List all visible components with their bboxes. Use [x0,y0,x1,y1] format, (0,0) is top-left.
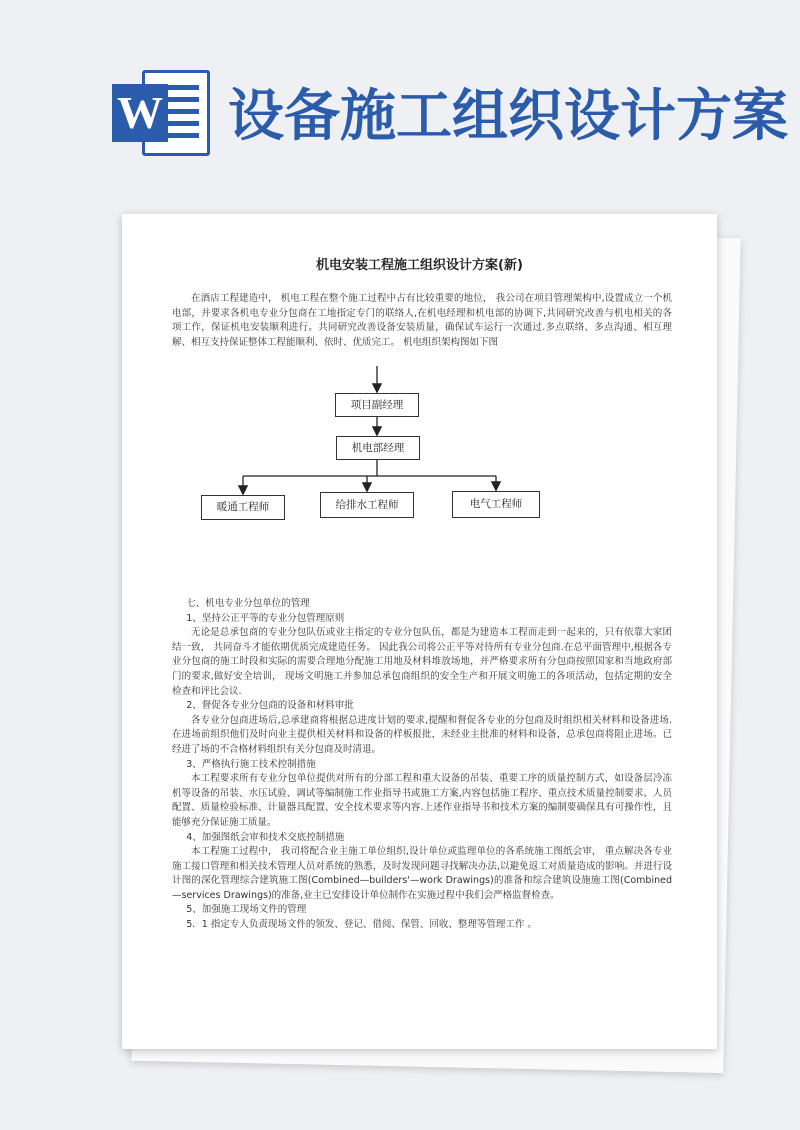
intro-paragraph: 在酒店工程建造中， 机电工程在整个施工过程中占有比较重要的地位， 我公司在项目管理架构中,设置成立一个机电部，并要求各机电专业分包商在工地指定专门的联络人,在机电经理和机电部的协调下,共同研究改善与机电相关的各项工作，保证机电安装顺利进行。共同研究改善设备安装质量，确保试车运行一次通过.多点联络、多点沟通、相互理解、相互支持保证整体工程能顺利、依时、优质完工。 机电组织架构图如下图 [172,293,672,348]
word-icon-badge: W [112,84,168,142]
section-paragraph: 各专业分包商进场后,总承建商将根据总进度计划的要求,提醒和督促各专业的分包商及时组织相关材料和设备进场.在进场前组织他们及时向业主提供相关材料和设备的样板报批，未经业主批准的材料和设备，总承包商将阻止进场。已经进了场的不合格材料组织有关分包商及时清退。 [172,714,672,755]
banner-title: 设备施工组织设计方案 [228,84,788,149]
section-heading: 4、加强图纸会审和技术交底控制措施 [186,831,345,843]
section-heading: 1、坚持公正平等的专业分包管理原则 [186,612,345,624]
section-paragraph: 本工程要求所有专业分包单位提供对所有的分部工程和重大设备的吊装、重要工序的质量控制方式，如设备层冷冻机等设备的吊装、水压试验、调试等编制施工作业指导书或施工方案,内容包括施工程序、重点技术质量控制要求、人员配置、质量检验标准、计量器具配置、安全技术要求等内容.上述作业指导书和技术方案的编制要确保具有可操作性，且能够充分保证施工质量。 [172,773,672,828]
section-heading: 5、加强施工现场文件的管理 [186,904,307,916]
org-box-deputy-manager: 项目副经理 [335,393,419,417]
org-box-electrical-engineer: 电气工程师 [452,491,540,518]
org-box-mep-manager: 机电部经理 [336,436,420,460]
word-document-icon [112,70,212,160]
document-title: 机电安装工程施工组织设计方案(新) [316,258,523,273]
section-heading: 3、严格执行施工技术控制措施 [186,758,316,770]
document-page [122,214,717,1049]
section-paragraph: 本工程施工过程中， 我司将配合业主施工单位组织,设计单位或监理单位的各系统施工图纸会审， 重点解决各专业施工接口管理和相关技术管理人员对系统的熟悉，及时发现问题寻找解决办法,以避免返工对质量造成的影响。并进行设计图的深化管理综合建筑施工图(Combined—builders'—work Drawings)的准备和综合建筑设施施工图(Combined—services Drawings)的准备,业主已安排设计单位制作在实施过程中我们会严格监督检查。 [172,846,672,901]
section-paragraph: 无论是总承包商的专业分包队伍或业主指定的专业分包队伍，都是为建造本工程而走到一起来的，只有依靠大家团结一致， 共同奋斗才能依期优质完成建造任务。 因此我公司将公正平等对待所有专业分包商.在总平面管理中,根据各专业分包商的施工时段和实际的需要合理地分配施工用地及材料堆放场地，并严格要求所有分包商按照国家和当地政府部门的要求,做好安全培训， 现场文明施工并参加总承包商组织的安全生产和开展文明施工的各项活动，包括定期的安全检查和评比会议. [172,627,672,697]
section-seven [172,597,672,933]
section-heading: 5．1 指定专人负责现场文件的领发、登记、借阅、保管、回收、整理等管理工作 。 [186,919,537,931]
header-banner [0,0,800,210]
section-heading: 七、机电专业分包单位的管理 [186,598,310,609]
intro-paragraph-block [172,292,672,350]
section-heading: 2、督促各专业分包商的设备和材料审批 [186,700,354,712]
org-box-hvac-engineer: 暖通工程师 [201,495,285,520]
org-box-plumbing-engineer: 给排水工程师 [320,492,414,518]
org-chart [122,364,717,534]
